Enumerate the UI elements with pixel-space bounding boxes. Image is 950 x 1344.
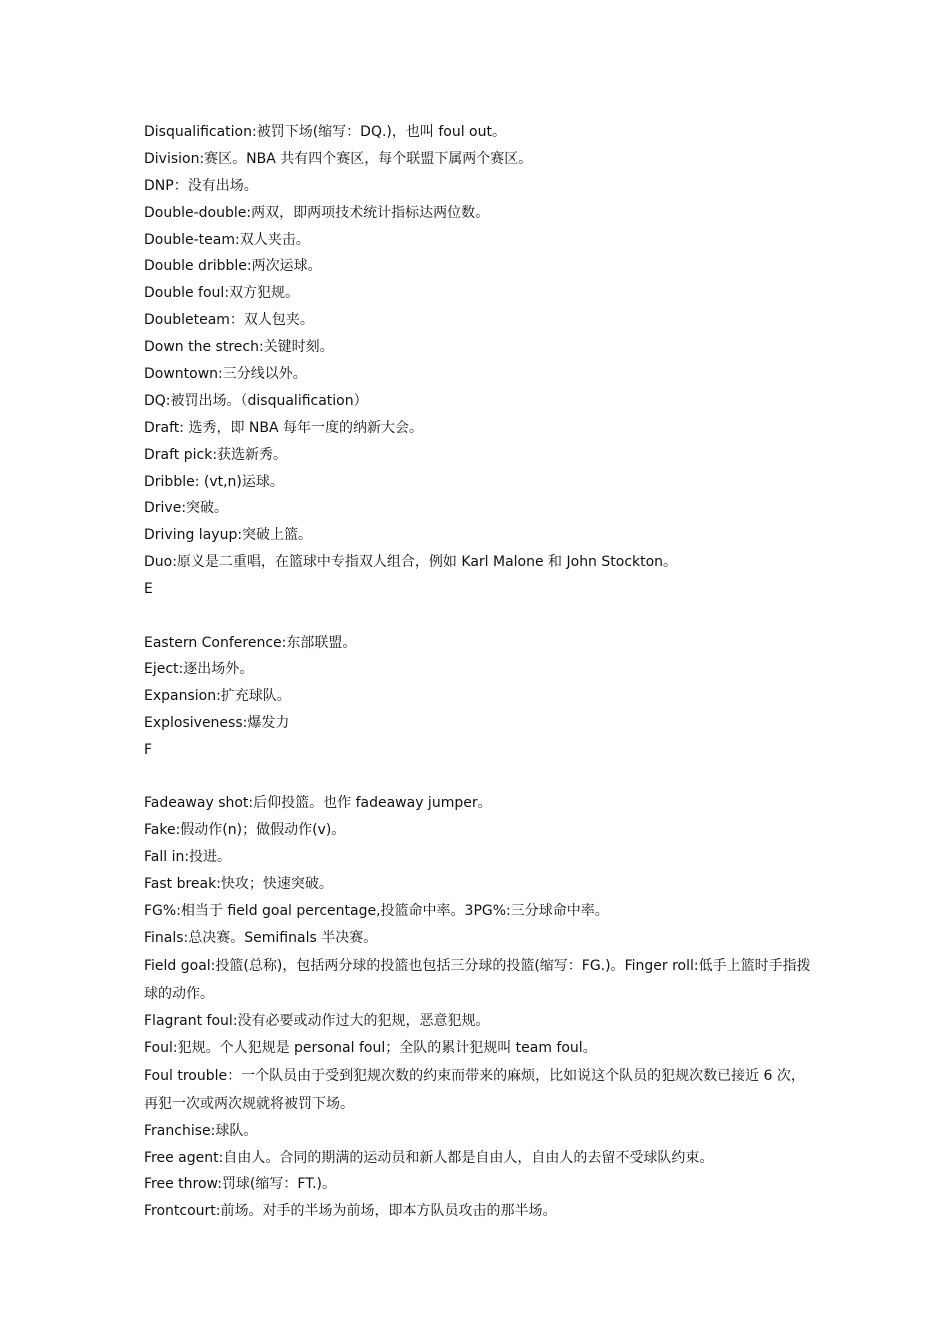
section-letter-e: E <box>144 581 153 598</box>
section-letter-f: F <box>144 742 153 759</box>
entry-eastern-conference: Eastern Conference:东部联盟。 <box>144 634 357 651</box>
entry-disqualification: Disqualification:被罚下场(缩写：DQ.)，也叫 foul out。 <box>144 124 506 140</box>
entry-explosiveness: Explosiveness:爆发力 <box>144 715 290 732</box>
entry-drive: Drive:突破。 <box>144 500 229 517</box>
entry-eject: Eject:逐出场外。 <box>144 661 254 678</box>
entry-free-throw: Free throw:罚球(缩写：FT.)。 <box>144 1176 337 1193</box>
entry-foul-trouble: Foul trouble：一个队员由于受到犯规次数的约束而带来的麻烦，比如说这个队员的犯规次数已接近 6 次，再犯一次或两次规就将被罚下场。 <box>144 1067 805 1112</box>
entry-draft: Draft: 选秀，即 NBA 每年一度的纳新大会。 <box>144 419 424 436</box>
entry-doubleteam: Doubleteam：双人包夹。 <box>144 312 314 329</box>
entry-franchise: Franchise:球队。 <box>144 1122 258 1139</box>
entry-duo: Duo:原义是二重唱，在篮球中专指双人组合，例如 Karl Malone 和 John Stockton。 <box>144 554 678 571</box>
entry-fg-percent: FG%:相当于 field goal percentage,投篮命中率。3PG%:三分球命中率。 <box>144 903 609 920</box>
entry-dribble: Dribble: (vt,n)运球。 <box>144 473 284 490</box>
entry-free-agent: Free agent:自由人。合同的期满的运动员和新人都是自由人，自由人的去留不受球队约束。 <box>144 1149 714 1166</box>
entry-double-double: Double-double:两双，即两项技术统计指标达两位数。 <box>144 204 490 221</box>
entry-flagrant-foul: Flagrant foul:没有必要或动作过大的犯规，恶意犯规。 <box>144 1012 490 1029</box>
entry-draft-pick: Draft pick:获选新秀。 <box>144 446 288 463</box>
entry-field-goal: Field goal:投篮(总称)，包括两分球的投篮也包括三分球的投篮(缩写：FG.)。Finger roll:低手上篮时手指拨球的动作。 <box>144 957 811 1002</box>
entry-double-dribble: Double dribble:两次运球。 <box>144 258 322 275</box>
entry-fadeaway-shot: Fadeaway shot:后仰投篮。也作 fadeaway jumper。 <box>144 795 492 812</box>
entry-division: Division:赛区。NBA 共有四个赛区，每个联盟下属两个赛区。 <box>144 150 533 167</box>
entry-frontcourt: Frontcourt:前场。对手的半场为前场，即本方队员攻击的那半场。 <box>144 1203 557 1220</box>
entry-fast-break: Fast break:快攻；快速突破。 <box>144 876 333 893</box>
entry-finals: Finals:总决赛。Semifinals 半决赛。 <box>144 929 378 946</box>
entry-down-the-strech: Down the strech:关键时刻。 <box>144 339 334 356</box>
entry-driving-layup: Driving layup:突破上篮。 <box>144 527 313 544</box>
entry-dnp: DNP：没有出场。 <box>144 177 258 194</box>
entry-double-team: Double-team:双人夹击。 <box>144 231 310 248</box>
entry-downtown: Downtown:三分线以外。 <box>144 366 307 383</box>
entry-fake: Fake:假动作(n)；做假动作(v)。 <box>144 822 346 839</box>
entry-double-foul: Double foul:双方犯规。 <box>144 285 300 302</box>
entry-dq: DQ:被罚出场。（disqualification） <box>144 392 368 409</box>
entry-expansion: Expansion:扩充球队。 <box>144 688 291 705</box>
entry-foul: Foul:犯规。个人犯规是 personal foul；全队的累计犯规叫 team foul。 <box>144 1039 597 1056</box>
entry-fall-in: Fall in:投进。 <box>144 849 232 866</box>
glossary-page <box>144 119 814 1225</box>
